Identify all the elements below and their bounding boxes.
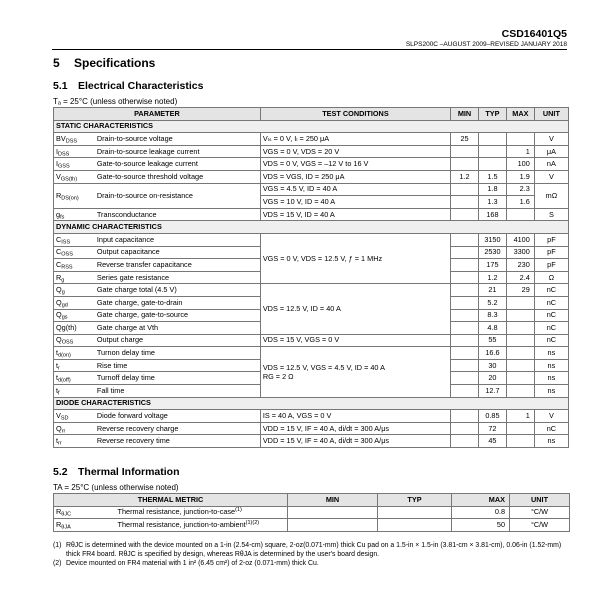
parameter: Drain-to-source voltage [95,133,260,146]
unit: nC [534,284,568,297]
footnote-number: (2) [53,560,62,567]
typ-value [478,145,506,158]
table-row [54,145,569,158]
test-condition: VDD = 15 V, IF = 40 A, di/dt = 300 A/μs [260,435,450,448]
parameter: Reverse recovery charge [95,422,260,435]
test-condition: VGS = 4.5 V, ID = 40 A [260,183,450,196]
parameter: Transconductance [95,208,260,221]
unit: nC [534,334,568,347]
footnotes [53,541,568,568]
typ-value: 8.3 [478,309,506,322]
typ-value [378,519,452,532]
typ-value: 1.8 [478,183,506,196]
symbol: $t_{d(off)}$ [54,372,95,385]
typ-value: 21 [478,284,506,297]
symbol: $Q_{rr}$ [54,422,95,435]
max-value [506,435,534,448]
thermal-table [53,493,570,532]
col-unit: UNIT [510,494,570,507]
col-test-conditions: TEST CONDITIONS [260,108,450,121]
parameter: Drain-to-source on-resistance [95,183,260,208]
col-min: MIN [451,108,479,121]
min-value [451,334,479,347]
parameter: Gate charge, gate-to-drain [95,296,260,309]
col-max: MAX [452,494,510,507]
unit: pF [534,259,568,272]
unit: S [534,208,568,221]
max-value: 230 [506,259,534,272]
parameter: Series gate resistance [95,271,260,284]
parameter: Gate-to-source leakage current [95,158,260,171]
min-value [451,271,479,284]
symbol: $Q_g$ [54,284,95,297]
parameter: Turnon delay time [95,347,260,360]
section-title: Specifications [74,56,156,70]
max-value: 0.8 [452,506,510,519]
test-condition: VDS = VGS, ID = 250 μA [260,170,450,183]
section-label: DYNAMIC CHARACTERISTICS [54,221,569,234]
test-condition: Vₗₛ = 0 V, Iₗ = 250 μA [260,133,450,146]
max-value [506,372,534,385]
section-row-static [54,120,569,133]
max-value: 29 [506,284,534,297]
table-header-row [54,494,570,507]
test-condition: VDS = 12.5 V, ID = 40 A [260,284,450,334]
table-row [54,284,569,297]
typ-value: 12.7 [478,385,506,398]
symbol: $t_f$ [54,385,95,398]
typ-value: 3150 [478,233,506,246]
typ-value: 1.3 [478,196,506,209]
unit: nC [534,322,568,335]
symbol: $t_{d(on)}$ [54,347,95,360]
thermal-number: 5.2 [53,466,68,478]
unit: nC [534,422,568,435]
table-header-row [54,108,569,121]
min-value [451,259,479,272]
thermal-condition: TA = 25°C (unless otherwise noted) [53,483,179,492]
parameter: Gate charge, gate-to-source [95,309,260,322]
table-row [54,410,569,423]
min-value [451,208,479,221]
min-value [451,246,479,259]
typ-value: 16.6 [478,347,506,360]
unit: μA [534,145,568,158]
max-value: 100 [506,158,534,171]
min-value [451,183,479,196]
unit: nA [534,158,568,171]
typ-value: 168 [478,208,506,221]
max-value: 1.9 [506,170,534,183]
header-revision: SLPS200C –AUGUST 2009–REVISED JANUARY 2018 [405,41,567,48]
max-value [506,208,534,221]
electrical-title: Electrical Characteristics [78,80,204,92]
max-value [506,359,534,372]
min-value [451,322,479,335]
unit: V [534,133,568,146]
min-value [451,422,479,435]
parameter: Diode forward voltage [95,410,260,423]
col-parameter: PARAMETER [54,108,261,121]
symbol: $C_{RSS}$ [54,259,95,272]
min-value: 25 [451,133,479,146]
header-part-number: CSD16401Q5 [501,28,567,40]
min-value [451,435,479,448]
col-thermal-metric: THERMAL METRIC [54,494,288,507]
section-row-diode [54,397,569,410]
parameter: Output charge [95,334,260,347]
min-value [451,372,479,385]
test-condition: VDS = 15 V, ID = 40 A [260,208,450,221]
min-value [451,145,479,158]
max-value: 50 [452,519,510,532]
test-condition [260,347,450,397]
col-unit: UNIT [534,108,568,121]
footnote-text: RθJC is determined with the device mounted on a 1-in (2.54-cm) square, 2-oz(0.071-mm) thick Cu pad on a 1.5-in × 1.5-in (3.81-cm × 3.81-cm), 0.06-in (1.52-mm) thick FR4 board. RθJC is specified by design, whereas RθJA is determined by the user's board design. [66,542,562,558]
table-row [54,422,569,435]
symbol: $C_{ISS}$ [54,233,95,246]
max-value [506,133,534,146]
symbol: $Q_{gs}$ [54,309,95,322]
unit: Ω [534,271,568,284]
typ-value [478,133,506,146]
unit: pF [534,246,568,259]
unit: ns [534,435,568,448]
parameter: Output capacitance [95,246,260,259]
switching-condition-line1: VDS = 12.5 V, VGS = 4.5 V, ID = 40 A [262,362,385,372]
symbol: $C_{OSS}$ [54,246,95,259]
min-value [451,309,479,322]
parameter: Rise time [95,359,260,372]
parameter: Gate-to-source threshold voltage [95,170,260,183]
table-row [54,170,569,183]
parameter: Reverse transfer capacitance [95,259,260,272]
typ-value: 45 [478,435,506,448]
min-value [451,296,479,309]
section-heading [53,56,155,70]
footnote [53,559,568,568]
typ-value: 2530 [478,246,506,259]
max-value [506,334,534,347]
unit: V [534,170,568,183]
typ-value: 72 [478,422,506,435]
typ-value: 4.8 [478,322,506,335]
parameter: Reverse recovery time [95,435,260,448]
footnote [53,541,568,559]
col-min: MIN [288,494,378,507]
thermal-heading [53,466,180,478]
typ-value: 0.85 [478,410,506,423]
unit: pF [534,233,568,246]
max-value [506,322,534,335]
unit: °C/W [510,506,570,519]
min-value [451,284,479,297]
min-value [451,385,479,398]
unit: V [534,410,568,423]
unit: nC [534,309,568,322]
test-condition: VGS = 0 V, VDS = 12.5 V, ƒ = 1 MHz [260,233,450,283]
min-value [451,196,479,209]
symbol: $V_{GS(th)}$ [54,170,95,183]
parameter: Thermal resistance, junction-to-ambient$^{(1)(2)}$ [116,519,288,532]
max-value: 4100 [506,233,534,246]
col-typ: TYP [478,108,506,121]
max-value: 1 [506,410,534,423]
symbol: $t_{rr}$ [54,435,95,448]
table-row [54,233,569,246]
section-number: 5 [53,56,60,70]
max-value: 1.6 [506,196,534,209]
symbol: $t_r$ [54,359,95,372]
max-value: 1 [506,145,534,158]
section-row-dynamic [54,221,569,234]
unit: ns [534,385,568,398]
typ-value: 5.2 [478,296,506,309]
switching-condition-line2: RG = 2 Ω [262,371,294,381]
parameter: Turnoff delay time [95,372,260,385]
symbol: Qg(th) [54,322,95,335]
table-row [54,347,569,360]
table-row [54,158,569,171]
table-row [54,519,570,532]
max-value: 2.4 [506,271,534,284]
max-value [506,296,534,309]
section-label: DIODE CHARACTERISTICS [54,397,569,410]
unit: ns [534,359,568,372]
parameter: Drain-to-source leakage current [95,145,260,158]
typ-value [478,158,506,171]
test-condition: VDS = 15 V, VGS = 0 V [260,334,450,347]
parameter: Gate charge at Vth [95,322,260,335]
min-value [288,506,378,519]
symbol: $Q_{OSS}$ [54,334,95,347]
min-value [288,519,378,532]
typ-value: 20 [478,372,506,385]
typ-value [378,506,452,519]
min-value [451,410,479,423]
test-condition: VGS = 10 V, ID = 40 A [260,196,450,209]
electrical-table [53,107,569,448]
unit: nC [534,296,568,309]
unit: °C/W [510,519,570,532]
electrical-heading [53,80,204,92]
min-value [451,359,479,372]
table-row [54,435,569,448]
col-typ: TYP [378,494,452,507]
col-max: MAX [506,108,534,121]
test-condition: IS = 40 A, VGS = 0 V [260,410,450,423]
max-value [506,347,534,360]
symbol: $I_{GSS}$ [54,158,95,171]
footnote-text: Device mounted on FR4 material with 1 in² (6.45 cm²) of 2-oz (0.071-mm) thick Cu. [66,560,319,567]
table-row [54,208,569,221]
test-condition: VDS = 0 V, VGS = –12 V to 16 V [260,158,450,171]
parameter: Input capacitance [95,233,260,246]
parameter: Fall time [95,385,260,398]
test-condition: VDD = 15 V, IF = 40 A, di/dt = 300 A/μs [260,422,450,435]
min-value [451,347,479,360]
unit: ns [534,372,568,385]
table-row [54,334,569,347]
typ-value: 30 [478,359,506,372]
max-value: 2.3 [506,183,534,196]
min-value [451,158,479,171]
unit: mΩ [534,183,568,208]
typ-value: 55 [478,334,506,347]
symbol: $BV_{DSS}$ [54,133,95,146]
table-row [54,133,569,146]
test-condition: VGS = 0 V, VDS = 20 V [260,145,450,158]
symbol: $V_{SD}$ [54,410,95,423]
max-value [506,422,534,435]
symbol: $R_{DS(on)}$ [54,183,95,208]
max-value [506,385,534,398]
typ-value: 1.2 [478,271,506,284]
parameter: Thermal resistance, junction-to-case$^{(1)}$ [116,506,288,519]
max-value: 3300 [506,246,534,259]
symbol: $R_{\theta JC}$ [54,506,116,519]
max-value [506,309,534,322]
table-row [54,183,569,196]
typ-value: 175 [478,259,506,272]
unit: ns [534,347,568,360]
parameter: Gate charge total (4.5 V) [95,284,260,297]
typ-value: 1.5 [478,170,506,183]
symbol: $Q_{gd}$ [54,296,95,309]
electrical-number: 5.1 [53,80,68,92]
symbol: $g_{fs}$ [54,208,95,221]
thermal-title: Thermal Information [78,466,180,478]
footnote-number: (1) [53,542,62,549]
min-value: 1.2 [451,170,479,183]
symbol: $I_{DSS}$ [54,145,95,158]
section-label: STATIC CHARACTERISTICS [54,120,569,133]
header-rule [52,49,567,50]
min-value [451,233,479,246]
electrical-condition: Tₐ = 25°C (unless otherwise noted) [53,97,178,106]
symbol: $R_g$ [54,271,95,284]
table-row [54,506,570,519]
symbol: $R_{\theta JA}$ [54,519,116,532]
